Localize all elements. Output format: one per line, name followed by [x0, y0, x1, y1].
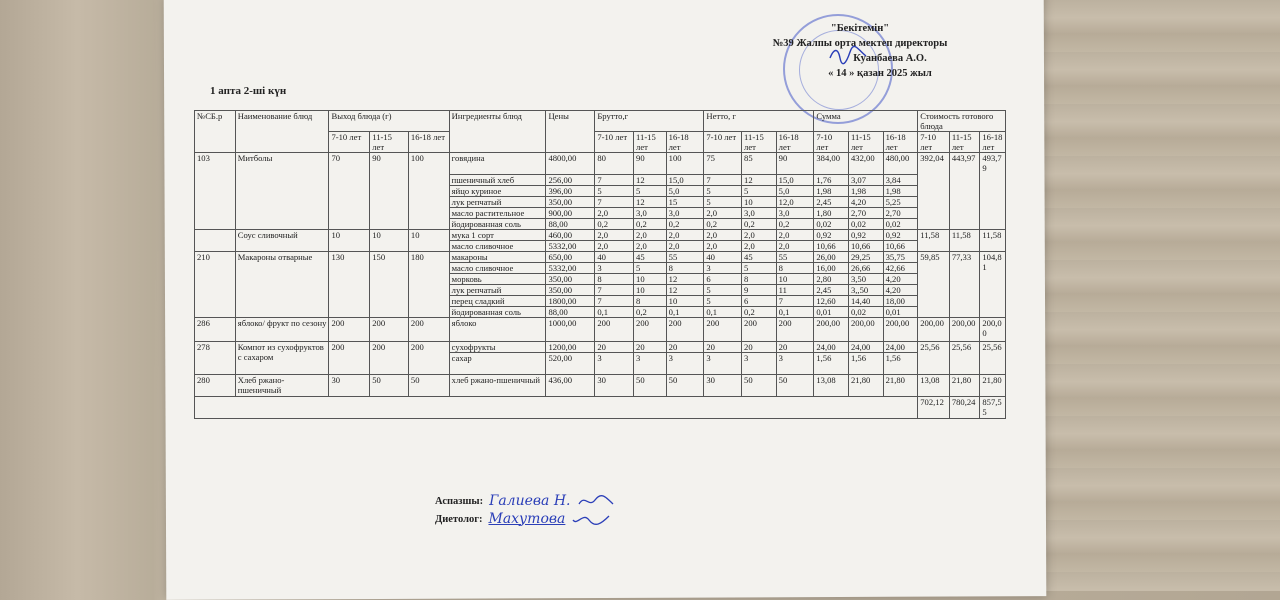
netto-16-18: 12,0: [776, 197, 814, 208]
sum-11-15: 24,00: [848, 342, 883, 353]
ingredient: сухофрукты: [449, 342, 546, 353]
ingredient: хлеб ржано-пшеничный: [449, 375, 546, 397]
netto-16-18: 15,0: [776, 175, 814, 186]
netto-16-18: 55: [776, 252, 814, 263]
sum-11-15: 1,98: [848, 186, 883, 197]
ingredient: масло сливочное: [449, 263, 546, 274]
brutto-11-15: 3,0: [634, 208, 667, 219]
brutto-11-15: 90: [634, 153, 667, 175]
brutto-16-18: 20: [666, 342, 704, 353]
table-row: [195, 153, 1006, 175]
netto-7-10: 40: [704, 252, 742, 263]
brutto-7-10: 7: [595, 175, 634, 186]
brutto-11-15: 20: [634, 342, 667, 353]
table-row: [195, 375, 1006, 397]
price: 650,00: [546, 252, 595, 263]
yield-16-18: 100: [408, 153, 449, 230]
sum-16-18: 2,70: [883, 208, 918, 219]
sum-11-15: 29,25: [848, 252, 883, 263]
brutto-11-15: 0,2: [634, 219, 667, 230]
age-16-18: 16-18 лет: [408, 132, 449, 153]
cook-name: Галиева Н.: [489, 492, 571, 509]
netto-16-18: 0,2: [776, 219, 814, 230]
sum-7-10: 13,08: [814, 375, 849, 397]
netto-7-10: 30: [704, 375, 742, 397]
sum-11-15: 200,00: [848, 318, 883, 342]
brutto-7-10: 0,2: [595, 219, 634, 230]
yield-7-10: 200: [329, 342, 370, 375]
brutto-11-15: 5: [634, 263, 667, 274]
brutto-11-15: 10: [634, 285, 667, 296]
ingredient: перец сладкий: [449, 296, 546, 307]
totals-spacer: [195, 397, 918, 419]
yield-7-10: 70: [329, 153, 370, 230]
netto-7-10: 75: [704, 153, 742, 175]
dietitian-label: Диетолог:: [435, 513, 483, 525]
brutto-7-10: 0,1: [595, 307, 634, 318]
netto-16-18: 3: [776, 353, 814, 375]
sum-7-10: 24,00: [814, 342, 849, 353]
totals-row: [195, 397, 1006, 419]
sum-16-18: 18,00: [883, 296, 918, 307]
dish-number: 278: [195, 342, 236, 375]
price: 436,00: [546, 375, 595, 397]
cook-signature-row: [435, 492, 617, 510]
brutto-16-18: 8: [666, 263, 704, 274]
netto-16-18: 5,0: [776, 186, 814, 197]
brutto-16-18: 3: [666, 353, 704, 375]
age-7-10: 7-10 лет: [595, 132, 634, 153]
sum-11-15: 432,00: [848, 153, 883, 175]
sum-11-15: 10,66: [848, 241, 883, 252]
brutto-16-18: 55: [666, 252, 704, 263]
brutto-16-18: 15,0: [666, 175, 704, 186]
yield-11-15: 90: [370, 153, 409, 230]
yield-7-10: 200: [329, 318, 370, 342]
brutto-11-15: 2,0: [634, 230, 667, 241]
netto-7-10: 5: [704, 186, 742, 197]
table-row: [195, 318, 1006, 342]
sum-11-15: 3,,50: [848, 285, 883, 296]
age-16-18: 16-18 лет: [776, 132, 814, 153]
netto-11-15: 0,2: [742, 219, 777, 230]
price: 396,00: [546, 186, 595, 197]
netto-11-15: 20: [742, 342, 777, 353]
netto-11-15: 10: [742, 197, 777, 208]
brutto-11-15: 50: [634, 375, 667, 397]
netto-16-18: 2,0: [776, 230, 814, 241]
price: 350,00: [546, 274, 595, 285]
header-yield: Выход блюда (г): [329, 111, 449, 132]
cook-signature-scribble: [577, 492, 617, 510]
total-cost-11-15: 780,24: [949, 397, 980, 419]
yield-16-18: 200: [408, 318, 449, 342]
sum-7-10: 16,00: [814, 263, 849, 274]
sum-11-15: 1,56: [848, 353, 883, 375]
sum-7-10: 200,00: [814, 318, 849, 342]
sum-7-10: 1,98: [814, 186, 849, 197]
signature-block: [435, 492, 617, 528]
brutto-16-18: 5,0: [666, 186, 704, 197]
table-row: [195, 230, 1006, 241]
cost-16-18: 200,00: [980, 318, 1006, 342]
sum-7-10: 0,92: [814, 230, 849, 241]
yield-7-10: 10: [329, 230, 370, 252]
brutto-11-15: 45: [634, 252, 667, 263]
netto-16-18: 0,1: [776, 307, 814, 318]
brutto-11-15: 0,2: [634, 307, 667, 318]
brutto-7-10: 80: [595, 153, 634, 175]
cost-11-15: 443,97: [949, 153, 980, 230]
age-7-10: 7-10 лет: [704, 132, 742, 153]
brutto-7-10: 2,0: [595, 241, 634, 252]
cost-7-10: 200,00: [918, 318, 950, 342]
cost-11-15: 21,80: [949, 375, 980, 397]
header-dish: Наименование блюд: [235, 111, 329, 153]
dish-name: Соус сливочный: [235, 230, 329, 252]
yield-11-15: 200: [370, 342, 409, 375]
netto-7-10: 5: [704, 197, 742, 208]
dish-name: яблоко/ фрукт по сезону: [235, 318, 329, 342]
brutto-7-10: 7: [595, 197, 634, 208]
netto-11-15: 5: [742, 263, 777, 274]
cost-age-11-15: 11-15 лет: [949, 132, 980, 153]
brutto-7-10: 8: [595, 274, 634, 285]
sum-11-15: 3,07: [848, 175, 883, 186]
cost-16-18: 493,79: [980, 153, 1006, 230]
price: 900,00: [546, 208, 595, 219]
director-signature: [828, 44, 868, 66]
wooden-table-background: [1010, 0, 1280, 591]
brutto-11-15: 5: [634, 186, 667, 197]
ingredient: масло растительное: [449, 208, 546, 219]
sum-7-10: 1,80: [814, 208, 849, 219]
sum-7-10: 12,60: [814, 296, 849, 307]
brutto-7-10: 2,0: [595, 208, 634, 219]
brutto-16-18: 50: [666, 375, 704, 397]
netto-7-10: 3: [704, 263, 742, 274]
sum-16-18: 1,98: [883, 186, 918, 197]
price: 5332,00: [546, 263, 595, 274]
netto-7-10: 5: [704, 296, 742, 307]
price: 350,00: [546, 197, 595, 208]
netto-11-15: 200: [742, 318, 777, 342]
brutto-7-10: 5: [595, 186, 634, 197]
netto-16-18: 50: [776, 375, 814, 397]
brutto-16-18: 15: [666, 197, 704, 208]
age-16-18: 16-18 лет: [883, 132, 918, 153]
age-11-15: 11-15 лет: [634, 132, 667, 153]
netto-11-15: 2,0: [742, 230, 777, 241]
dish-number: 103: [195, 153, 236, 230]
sum-7-10: 10,66: [814, 241, 849, 252]
brutto-16-18: 100: [666, 153, 704, 175]
brutto-11-15: 10: [634, 274, 667, 285]
sum-11-15: 0,02: [848, 219, 883, 230]
yield-11-15: 10: [370, 230, 409, 252]
netto-7-10: 5: [704, 285, 742, 296]
sum-11-15: 4,20: [848, 197, 883, 208]
netto-11-15: 9: [742, 285, 777, 296]
price: 460,00: [546, 230, 595, 241]
sum-11-15: 0,92: [848, 230, 883, 241]
netto-11-15: 2,0: [742, 241, 777, 252]
header-number: №СБ.р: [195, 111, 236, 153]
sum-16-18: 0,02: [883, 219, 918, 230]
dish-number: [195, 230, 236, 252]
approval-date: « 14 » қазан 2025 жыл: [828, 68, 932, 79]
price: 350,00: [546, 285, 595, 296]
netto-16-18: 20: [776, 342, 814, 353]
netto-16-18: 200: [776, 318, 814, 342]
sum-11-15: 21,80: [848, 375, 883, 397]
header-cost: Стоимость готового блюда: [918, 111, 1006, 132]
cost-16-18: 104,81: [980, 252, 1006, 318]
sum-7-10: 2,80: [814, 274, 849, 285]
netto-11-15: 3: [742, 353, 777, 375]
cost-7-10: 13,08: [918, 375, 950, 397]
yield-16-18: 180: [408, 252, 449, 318]
brutto-7-10: 30: [595, 375, 634, 397]
netto-7-10: 2,0: [704, 208, 742, 219]
sum-11-15: 0,02: [848, 307, 883, 318]
brutto-16-18: 0,2: [666, 219, 704, 230]
header-brutto: Брутто,г: [595, 111, 704, 132]
sum-7-10: 384,00: [814, 153, 849, 175]
price: 88,00: [546, 307, 595, 318]
dish-name: Компот из сухофруктов с сахаром: [235, 342, 329, 375]
dish-number: 286: [195, 318, 236, 342]
netto-16-18: 3,0: [776, 208, 814, 219]
cost-age-7-10: 7-10 лет: [918, 132, 950, 153]
dish-name: Макароны отварные: [235, 252, 329, 318]
cost-11-15: 200,00: [949, 318, 980, 342]
netto-16-18: 10: [776, 274, 814, 285]
netto-7-10: 3: [704, 353, 742, 375]
cost-16-18: 25,56: [980, 342, 1006, 375]
table-row: [195, 342, 1006, 353]
dietitian-name: Махутова: [488, 510, 566, 527]
yield-11-15: 50: [370, 375, 409, 397]
sum-7-10: 0,02: [814, 219, 849, 230]
age-11-15: 11-15 лет: [370, 132, 409, 153]
price: 88,00: [546, 219, 595, 230]
ingredient: лук репчатый: [449, 285, 546, 296]
sum-16-18: 1,56: [883, 353, 918, 375]
sum-16-18: 3,84: [883, 175, 918, 186]
ingredient: йодированная соль: [449, 219, 546, 230]
yield-16-18: 50: [408, 375, 449, 397]
sum-16-18: 200,00: [883, 318, 918, 342]
brutto-16-18: 12: [666, 274, 704, 285]
age-11-15: 11-15 лет: [848, 132, 883, 153]
brutto-7-10: 2,0: [595, 230, 634, 241]
sum-16-18: 480,00: [883, 153, 918, 175]
sum-11-15: 26,66: [848, 263, 883, 274]
brutto-7-10: 7: [595, 285, 634, 296]
cost-16-18: 11,58: [980, 230, 1006, 252]
sum-16-18: 0,01: [883, 307, 918, 318]
brutto-7-10: 40: [595, 252, 634, 263]
sum-16-18: 4,20: [883, 274, 918, 285]
netto-11-15: 3,0: [742, 208, 777, 219]
cost-11-15: 25,56: [949, 342, 980, 375]
sum-16-18: 5,25: [883, 197, 918, 208]
brutto-16-18: 12: [666, 285, 704, 296]
brutto-7-10: 3: [595, 263, 634, 274]
table-row: [195, 252, 1006, 263]
sum-7-10: 1,56: [814, 353, 849, 375]
netto-11-15: 8: [742, 274, 777, 285]
yield-7-10: 130: [329, 252, 370, 318]
netto-11-15: 85: [742, 153, 777, 175]
price: 4800,00: [546, 153, 595, 175]
dish-number: 210: [195, 252, 236, 318]
cost-11-15: 77,33: [949, 252, 980, 318]
brutto-7-10: 3: [595, 353, 634, 375]
brutto-11-15: 12: [634, 197, 667, 208]
netto-16-18: 90: [776, 153, 814, 175]
approval-title: "Бекітемін": [830, 23, 890, 34]
ingredient: йодированная соль: [449, 307, 546, 318]
age-11-15: 11-15 лет: [742, 132, 777, 153]
brutto-16-18: 3,0: [666, 208, 704, 219]
cost-7-10: 59,85: [918, 252, 950, 318]
ingredient: лук репчатый: [449, 197, 546, 208]
total-cost-16-18: 857,55: [980, 397, 1006, 419]
ingredient: масло сливочное: [449, 241, 546, 252]
cost-16-18: 21,80: [980, 375, 1006, 397]
header-sum: Сумма: [814, 111, 918, 132]
netto-11-15: 6: [742, 296, 777, 307]
netto-7-10: 0,2: [704, 219, 742, 230]
brutto-16-18: 200: [666, 318, 704, 342]
cost-11-15: 11,58: [949, 230, 980, 252]
brutto-11-15: 2,0: [634, 241, 667, 252]
dish-name: Митболы: [235, 153, 329, 230]
netto-11-15: 12: [742, 175, 777, 186]
menu-table: [194, 110, 1006, 419]
dietitian-signature-scribble: [571, 510, 611, 528]
sum-11-15: 3,50: [848, 274, 883, 285]
sum-11-15: 2,70: [848, 208, 883, 219]
sum-16-18: 10,66: [883, 241, 918, 252]
brutto-11-15: 8: [634, 296, 667, 307]
yield-16-18: 200: [408, 342, 449, 375]
yield-16-18: 10: [408, 230, 449, 252]
header-price: Цены: [546, 111, 595, 153]
ingredient: говядина: [449, 153, 546, 175]
ingredient: яйцо куриное: [449, 186, 546, 197]
day-title: 1 апта 2-ші күн: [210, 85, 287, 97]
netto-11-15: 5: [742, 186, 777, 197]
sum-7-10: 2,45: [814, 197, 849, 208]
price: 1000,00: [546, 318, 595, 342]
brutto-7-10: 20: [595, 342, 634, 353]
cost-7-10: 25,56: [918, 342, 950, 375]
netto-16-18: 8: [776, 263, 814, 274]
dish-name: Хлеб ржано-пшеничный: [235, 375, 329, 397]
netto-7-10: 0,1: [704, 307, 742, 318]
sum-16-18: 24,00: [883, 342, 918, 353]
price: 1200,00: [546, 342, 595, 353]
netto-11-15: 50: [742, 375, 777, 397]
sum-16-18: 21,80: [883, 375, 918, 397]
approval-position: №39 Жалпы орта мектеп директоры: [772, 38, 948, 49]
cost-age-16-18: 16-18 лет: [980, 132, 1006, 153]
sum-16-18: 42,66: [883, 263, 918, 274]
sum-7-10: 1,76: [814, 175, 849, 186]
ingredient: сахар: [449, 353, 546, 375]
cost-7-10: 392,04: [918, 153, 950, 230]
netto-7-10: 2,0: [704, 241, 742, 252]
brutto-11-15: 12: [634, 175, 667, 186]
price: 1800,00: [546, 296, 595, 307]
yield-7-10: 30: [329, 375, 370, 397]
approval-name: Куанбаева А.О.: [853, 53, 927, 64]
netto-11-15: 45: [742, 252, 777, 263]
header-netto: Нетто, г: [704, 111, 814, 132]
brutto-16-18: 10: [666, 296, 704, 307]
netto-7-10: 2,0: [704, 230, 742, 241]
brutto-7-10: 200: [595, 318, 634, 342]
sum-16-18: 35,75: [883, 252, 918, 263]
price: 256,00: [546, 175, 595, 186]
sum-7-10: 0,01: [814, 307, 849, 318]
yield-11-15: 150: [370, 252, 409, 318]
age-7-10: 7-10 лет: [329, 132, 370, 153]
age-7-10: 7-10 лет: [814, 132, 849, 153]
brutto-11-15: 3: [634, 353, 667, 375]
cook-label: Аспазшы:: [435, 495, 484, 507]
brutto-16-18: 0,1: [666, 307, 704, 318]
ingredient: мука 1 сорт: [449, 230, 546, 241]
brutto-11-15: 200: [634, 318, 667, 342]
table-header-row: [195, 111, 1006, 132]
sum-11-15: 14,40: [848, 296, 883, 307]
yield-11-15: 200: [370, 318, 409, 342]
price: 520,00: [546, 353, 595, 375]
brutto-16-18: 2,0: [666, 230, 704, 241]
age-16-18: 16-18 лет: [666, 132, 704, 153]
netto-7-10: 200: [704, 318, 742, 342]
ingredient: яблоко: [449, 318, 546, 342]
ingredient: морковь: [449, 274, 546, 285]
sum-7-10: 26,00: [814, 252, 849, 263]
ingredient: пшеничный хлеб: [449, 175, 546, 186]
brutto-16-18: 2,0: [666, 241, 704, 252]
cost-7-10: 11,58: [918, 230, 950, 252]
sum-16-18: 0,92: [883, 230, 918, 241]
netto-16-18: 11: [776, 285, 814, 296]
total-cost-7-10: 702,12: [918, 397, 950, 419]
dish-number: 280: [195, 375, 236, 397]
netto-7-10: 7: [704, 175, 742, 186]
netto-7-10: 6: [704, 274, 742, 285]
brutto-7-10: 7: [595, 296, 634, 307]
header-ingredients: Ингредиенты блюд: [449, 111, 546, 153]
netto-16-18: 7: [776, 296, 814, 307]
netto-7-10: 20: [704, 342, 742, 353]
sum-16-18: 4,20: [883, 285, 918, 296]
netto-11-15: 0,2: [742, 307, 777, 318]
sum-7-10: 2,45: [814, 285, 849, 296]
ingredient: макароны: [449, 252, 546, 263]
netto-16-18: 2,0: [776, 241, 814, 252]
price: 5332,00: [546, 241, 595, 252]
dietitian-signature-row: [435, 510, 617, 528]
